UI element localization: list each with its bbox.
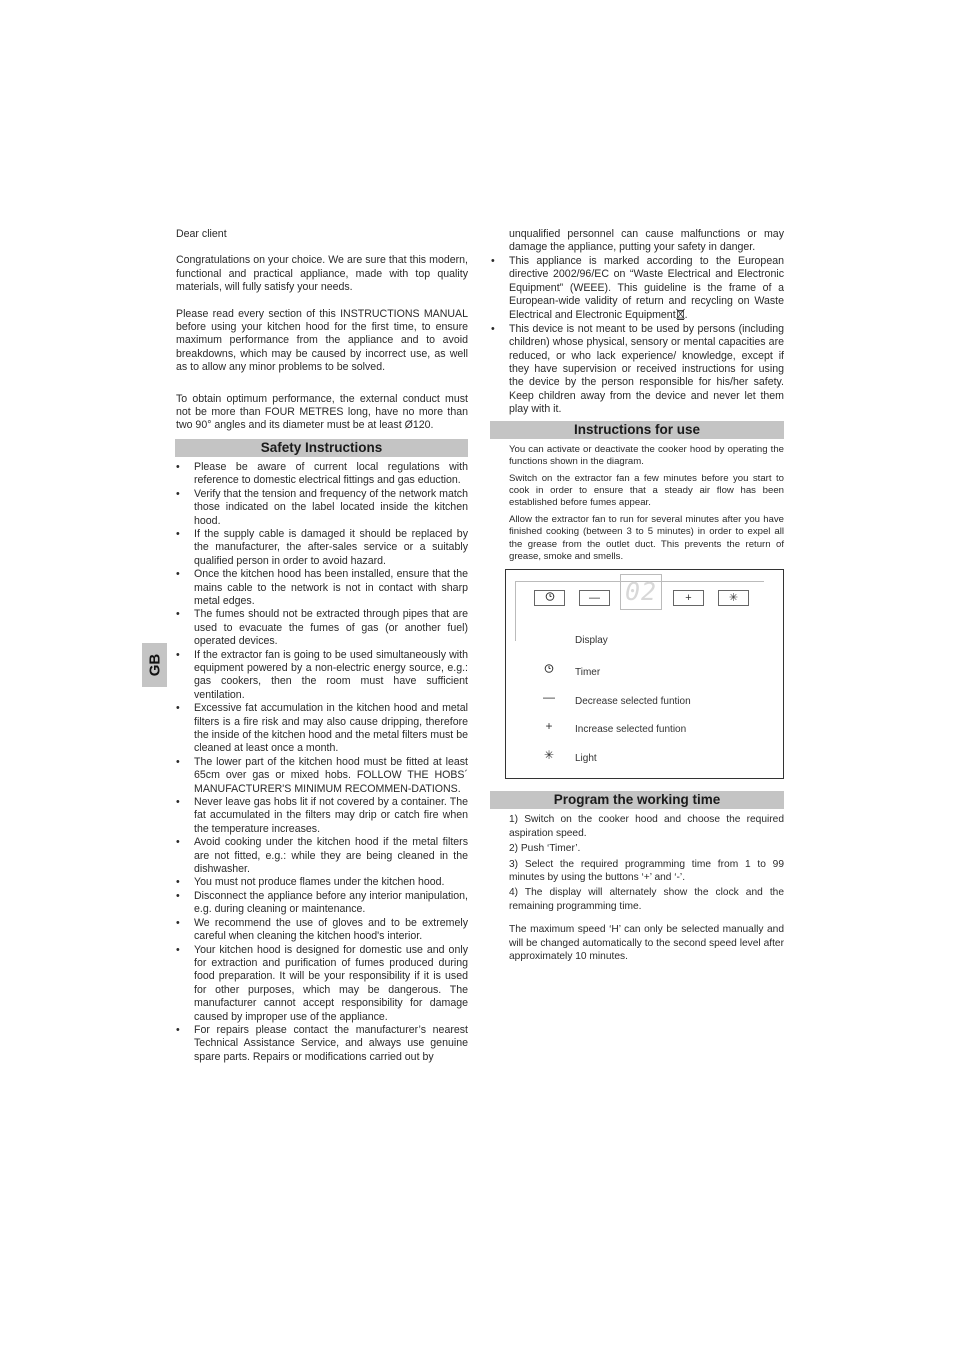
program-step-3: 3) Select the required programming time from 1 to 99 minutes by using the buttons ‘+’ and ‘-’. (509, 858, 784, 883)
legend-increase: Increase selected funtion (575, 724, 687, 736)
program-step-1: 1) Switch on the cooker hood and choose the required aspiration speed. (509, 814, 784, 839)
list-item: • Avoid cooking under the kitchen hood if the metal filters are not fitted, e.g.: while they are being cleaned in the dishwasher. (176, 836, 468, 876)
minus-button (579, 590, 610, 606)
weee-text-end: . (684, 309, 688, 322)
program-heading: Program the working time (490, 791, 784, 809)
list-item: • If the extractor fan is going to be used simultaneously with equipment powered by a non-electric energy source, e.g.: gas cookers, then the room must have sufficient ventilation. (176, 649, 468, 703)
plus-icon: + (685, 592, 692, 605)
weee-text: This appliance is marked according to the European directive 2002/96/EC on “Waste Electrical and Electronic Equipment” (WEEE). This guideline is the frame of a European-wide validity of return and recycling on Waste Electrical and Electronic Equipment (509, 254, 784, 322)
program-step-4: 4) The display will alternately show the clock and the remaining programming time. (509, 887, 784, 912)
language-tab-label: GB (146, 653, 163, 677)
safety-continued: unqualified personnel can cause malfunctions or may damage the appliance, putting your safety in danger. (509, 228, 784, 254)
legend-light: Light (575, 753, 597, 765)
digital-display: 02 (620, 574, 662, 610)
intro-paragraph-1: Congratulations on your choice. We are sure that this modern, functional and practical appliance, made with top quality materials, will fully satisfy your needs. (176, 254, 468, 294)
legend-display: Display (575, 635, 608, 647)
use-text (491, 444, 784, 564)
intro-paragraph-3: To obtain optimum performance, the external conduct must not be more than FOUR METRES long, have no more than two 90° angles and its diameter must be at least Ø120. (176, 392, 468, 432)
list-item: • Please be aware of current local regulations with reference to domestic electrical fittings and gas eduction. (176, 461, 468, 488)
left-column (176, 228, 468, 1064)
list-item: • Never leave gas hobs lit if not covered by a container. The fat accumulated in the filters may drip or catch fire when the temperature increases. (176, 796, 468, 836)
minus-icon: — (543, 690, 555, 705)
light-icon: ✳ (728, 592, 739, 605)
list-item: • Once the kitchen hood has been installed, ensure that the mains cable to the network is not in contact with sharp metal edges. (176, 568, 468, 608)
list-item: • For repairs please contact the manufacturer’s nearest Technical Assistance Service, and always use genuine spare parts. Repairs or modifications carried out by (176, 1024, 468, 1064)
list-item: • Your kitchen hood is designed for domestic use and only for extraction and purification of fumes produced during food preparation. It will be your responsibility if it is used for other purposes, which may be dangerous. The manufacturer cannot accept responsibility for damage caused by improper use of the appliance. (176, 944, 468, 1024)
minus-icon: — (589, 592, 600, 605)
list-item: • If the supply cable is damaged it should be replaced by the manufacturer, the after-sales service or a suitably qualified person in order to avoid hazard. (176, 528, 468, 568)
light-button (718, 590, 749, 606)
weee-bin-icon (676, 308, 685, 320)
intro (176, 228, 468, 433)
control-panel-diagram (505, 569, 784, 779)
program-steps (491, 813, 784, 963)
program-note: The maximum speed ‘H’ can only be selected manually and will be changed automatically to the second speed level after approximately 10 minutes. (509, 924, 784, 962)
timer-icon (542, 663, 556, 676)
legend-timer: Timer (575, 667, 601, 679)
use-heading: Instructions for use (490, 421, 784, 439)
intro-paragraph-2: Please read every section of this INSTRUCTIONS MANUAL before using your kitchen hood for the first time, to ensure maximum performance from the appliance and to avoid breakdowns, which may be caused by incorrect use, as well as to allow any minor problems to be solved. (176, 307, 468, 374)
timer-button (534, 590, 565, 606)
plus-button (673, 590, 704, 606)
list-item: • The lower part of the kitchen hood must be fitted at least 65cm over gas or mixed hobs. FOLLOW THE HOBS´ MANUFACTURER'S MINIMUM RECOMMEN-DATIONS. (176, 756, 468, 796)
language-tab (142, 643, 167, 687)
list-item: • This device is not meant to be used by persons (including children) whose physical, sensory or mental capacities are reduced, or who lack experience/ knowledge, except if they have supervision or received instructions for using the device by the person responsible for his/her safety. Keep children away from the device and never let them play with it. (491, 323, 784, 417)
greeting: Dear client (176, 228, 227, 240)
list-item (491, 255, 784, 323)
safety-list (176, 461, 468, 1064)
safety-heading: Safety Instructions (175, 439, 468, 457)
list-item: • You must not produce flames under the kitchen hood. (176, 876, 468, 889)
list-item: • The fumes should not be extracted through pipes that are used to evacuate the fumes of gas (or another fuel) operated devices. (176, 608, 468, 648)
plus-icon: + (545, 719, 553, 734)
list-item: • Disconnect the appliance before any interior manipulation, e.g. during cleaning or maintenance. (176, 890, 468, 917)
timer-icon (545, 591, 555, 601)
light-icon: ✳ (543, 748, 555, 763)
legend-decrease: Decrease selected funtion (575, 696, 691, 708)
use-paragraph-3: Allow the extractor fan to run for several minutes after you have finished cooking (between 3 to 5 minutes) in order to expel all the grease from the outlet duct. This prevents the return of grease, smoke and smells. (509, 513, 784, 562)
list-item: • Verify that the tension and frequency of the network match those indicated on the label located inside the kitchen hood. (176, 488, 468, 528)
list-item: • We recommend the use of gloves and to be extremely careful when cleaning the kitchen hood's interior. (176, 917, 468, 944)
safety-list-continued (491, 255, 784, 417)
use-paragraph-2: Switch on the extractor fan a few minutes before you start to cook in order to ensure that a steady air flow has been established before fumes appear. (509, 472, 784, 509)
program-step-2: 2) Push ‘Timer’. (509, 843, 581, 855)
list-item: • Excessive fat accumulation in the kitchen hood and metal filters is a fire risk and may also cause dripping, therefore the inside of the kitchen hood and the metal filters must be cleaned at least once a month. (176, 702, 468, 756)
use-paragraph-1: You can activate or deactivate the cooker hood by operating the functions shown in the diagram. (509, 443, 784, 468)
right-column (491, 228, 784, 965)
